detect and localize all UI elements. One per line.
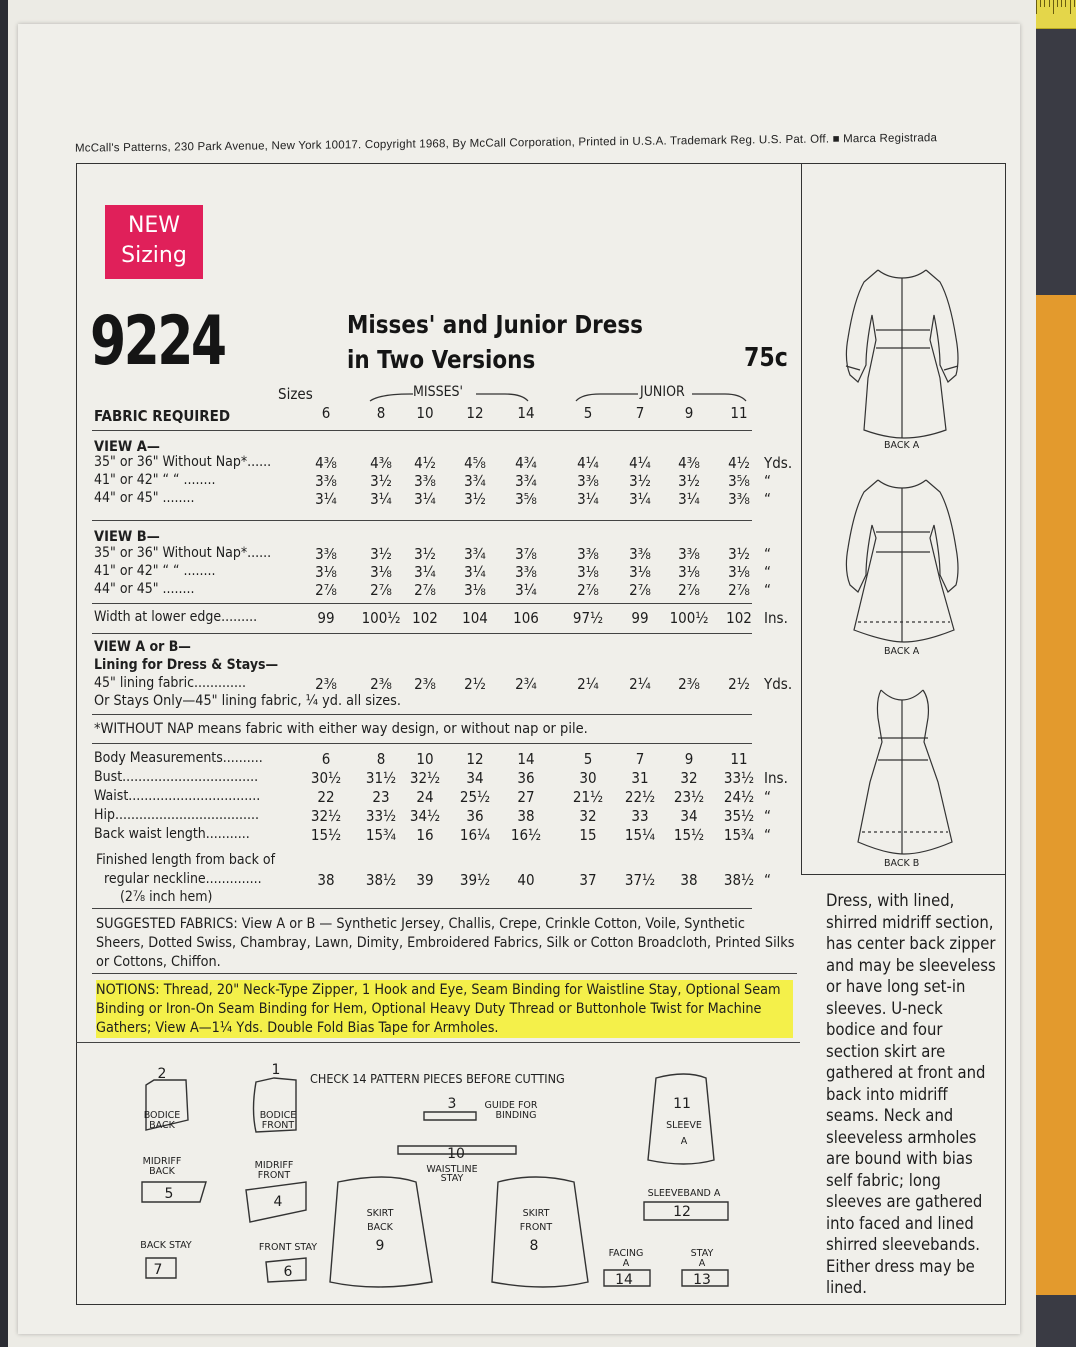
divider-line (92, 973, 797, 974)
row-unit: “ (764, 472, 771, 490)
table-cell: 3½ (370, 472, 392, 490)
row-label: Width at lower edge......... (94, 609, 258, 625)
table-cell: 6 (321, 404, 331, 422)
table-cell: 34 (680, 807, 698, 825)
table-cell: 37½ (624, 871, 656, 889)
table-cell: 25½ (459, 788, 491, 806)
table-cell: 3¼ (515, 581, 537, 599)
piece-label: GUIDE FOR (484, 1100, 538, 1111)
table-cell: 10 (416, 750, 434, 768)
table-cell: 2¾ (515, 675, 537, 693)
row-unit: Ins. (764, 609, 788, 627)
piece-label-2: FRONT (519, 1222, 553, 1233)
finished-length-row (94, 871, 794, 889)
body-measurements-heading-row (94, 750, 794, 768)
row-unit: Yds. (764, 675, 793, 693)
piece-number: 13 (693, 1272, 711, 1288)
tape-tick (1049, 0, 1050, 7)
lining-heading1: VIEW A or B— (94, 639, 191, 655)
table-cell: 34 (466, 769, 484, 787)
table-cell: 3⅝ (515, 490, 537, 508)
tape-tick (1053, 0, 1054, 14)
table-cell: 3¼ (577, 490, 599, 508)
row-unit: “ (764, 563, 771, 581)
table-cell: 3⅛ (577, 563, 599, 581)
table-cell: 40 (517, 871, 535, 889)
table-cell: 4⅝ (464, 454, 486, 472)
finished-length-line3: (2⅞ inch hem) (120, 889, 213, 905)
row-label: Back waist length........... (94, 826, 250, 842)
piece-label-2: BACK (149, 1166, 175, 1177)
piece-label-2: FRONT (257, 1170, 291, 1181)
row-unit: “ (764, 826, 771, 844)
table-cell: 23½ (673, 788, 705, 806)
table-cell: 35½ (723, 807, 755, 825)
table-cell: 7 (635, 404, 645, 422)
view-a-heading: VIEW A— (94, 439, 160, 455)
table-cell: 9 (684, 750, 694, 768)
table-cell: 3⅛ (315, 563, 337, 581)
divider-line (76, 1042, 800, 1043)
table-row (94, 563, 794, 581)
piece-label: BODICE (259, 1110, 297, 1121)
table-row (94, 472, 794, 490)
table-cell: 27 (517, 788, 535, 806)
table-cell: 12 (466, 404, 484, 422)
table-cell: 11 (730, 750, 748, 768)
piece-number: 12 (673, 1204, 691, 1220)
row-label: 35" or 36" Without Nap*...... (94, 454, 272, 470)
table-cell: 22½ (624, 788, 656, 806)
table-cell: 32½ (409, 769, 441, 787)
row-label: 35" or 36" Without Nap*...... (94, 545, 272, 561)
sketch-label-1: BACK A (884, 440, 920, 451)
table-cell: 3⅜ (728, 490, 750, 508)
table-cell: 3¼ (678, 490, 700, 508)
row-label: Hip.................................... (94, 807, 259, 823)
piece-label-2: A (680, 1136, 688, 1147)
piece-label: SLEEVE (666, 1120, 702, 1131)
table-cell: 38 (680, 871, 698, 889)
row-label: 41" or 42" “ “ ........ (94, 472, 216, 488)
notions-text: NOTIONS: Thread, 20" Neck-Type Zipper, 1 Hook and Eye, Seam Binding for Waistline Stay, Optional Seam Binding or Iron-On Seam Binding for Hem, Optional Heavy Duty Thread or Buttonhole Twist for Machine Gathers; View A—1¼ Yds. Double Fold Bias Tape for Armholes. (96, 982, 781, 1036)
table-cell: 4⅜ (678, 454, 700, 472)
row-label: 44" or 45" ........ (94, 490, 195, 506)
table-cell: 3¼ (315, 490, 337, 508)
table-cell: 15¼ (624, 826, 656, 844)
piece-label-2: BACK (149, 1120, 175, 1131)
row-label: 45" lining fabric............. (94, 675, 247, 691)
piece-label: WAISTLINE (426, 1164, 478, 1175)
table-cell: 8 (376, 750, 386, 768)
table-cell: 39 (416, 871, 434, 889)
misses-label: MISSES' (413, 384, 463, 400)
table-cell: 102 (726, 609, 752, 627)
piece-label: BODICE (143, 1110, 181, 1121)
table-cell: 3⅜ (515, 563, 537, 581)
sketch-back-b-sleeveless (858, 690, 952, 854)
table-cell: 3⅝ (728, 472, 750, 490)
tape-tick (1036, 0, 1037, 14)
table-row (94, 769, 794, 787)
table-cell: 7 (635, 750, 645, 768)
table-cell: 30½ (310, 769, 342, 787)
divider-line (92, 520, 752, 521)
badge-line1: NEW (127, 213, 181, 238)
table-cell: 11 (730, 404, 748, 422)
table-cell: 3¼ (370, 490, 392, 508)
row-label: 41" or 42" “ “ ........ (94, 563, 216, 579)
row-unit: “ (764, 545, 771, 563)
piece-sleeve (648, 1074, 714, 1164)
row-label: regular neckline.............. (104, 871, 262, 887)
table-cell: 3⅜ (678, 545, 700, 563)
piece-number: 5 (164, 1186, 174, 1202)
row-unit: “ (764, 871, 771, 889)
row-unit: Yds. (764, 454, 793, 472)
tape-tick (1057, 0, 1058, 7)
table-cell: 3¼ (629, 490, 651, 508)
table-cell: 3¾ (515, 472, 537, 490)
table-cell: 15 (579, 826, 597, 844)
table-cell: 2½ (464, 675, 486, 693)
table-cell: 2⅜ (414, 675, 436, 693)
title-line1: Misses' and Junior Dress (347, 310, 643, 339)
table-cell: 15½ (310, 826, 342, 844)
piece-label: STAY (690, 1248, 714, 1259)
table-cell: 37 (579, 871, 597, 889)
divider-line (92, 603, 752, 604)
table-cell: 38½ (723, 871, 755, 889)
table-cell: 99 (317, 609, 335, 627)
table-cell: 2⅞ (414, 581, 436, 599)
table-cell: 22 (317, 788, 335, 806)
table-cell: 30 (579, 769, 597, 787)
divider-line (92, 714, 752, 715)
row-unit: “ (764, 581, 771, 599)
row-label: Body Measurements.......... (94, 750, 263, 766)
piece-label-2: BACK (367, 1222, 393, 1233)
table-cell: 2⅞ (678, 581, 700, 599)
table-cell: 3⅜ (315, 472, 337, 490)
table-cell: 5 (583, 404, 593, 422)
table-cell: 2⅜ (678, 675, 700, 693)
table-cell: 3½ (678, 472, 700, 490)
divider-line (92, 633, 752, 634)
table-row (94, 581, 794, 599)
table-cell: 2⅞ (370, 581, 392, 599)
piece-number: 3 (447, 1096, 457, 1112)
table-cell: 3½ (370, 545, 392, 563)
view-b-heading: VIEW B— (94, 529, 160, 545)
pattern-number: 9224 (90, 302, 225, 381)
divider-line (92, 908, 752, 909)
piece-label: SKIRT (522, 1208, 550, 1219)
piece-label-2: FRONT (261, 1120, 295, 1131)
table-cell: 31 (631, 769, 649, 787)
table-cell: 33 (631, 807, 649, 825)
check-pieces-text: CHECK 14 PATTERN PIECES BEFORE CUTTING (310, 1071, 565, 1086)
row-label: Bust.................................. (94, 769, 259, 785)
piece-label: BACK STAY (140, 1240, 192, 1251)
piece-midriff-back (142, 1182, 206, 1202)
table-cell: 31½ (365, 769, 397, 787)
finished-length-line1: Finished length from back of (96, 852, 275, 868)
table-cell: 3⅛ (678, 563, 700, 581)
table-cell: 3½ (464, 490, 486, 508)
sketch-label-2: BACK A (884, 646, 920, 657)
table-cell: 3¾ (464, 545, 486, 563)
table-cell: 3⅛ (629, 563, 651, 581)
table-cell: 15½ (673, 826, 705, 844)
table-cell: 100½ (669, 609, 709, 627)
row-label: Waist................................. (94, 788, 261, 804)
piece-label-2: A (698, 1258, 706, 1269)
table-cell: 9 (684, 404, 694, 422)
tape-tick (1074, 0, 1075, 7)
table-cell: 4¾ (515, 454, 537, 472)
table-cell: 39½ (459, 871, 491, 889)
piece-label-2: A (622, 1258, 630, 1269)
piece-label: MIDRIFF (254, 1160, 294, 1171)
piece-number: 4 (273, 1194, 283, 1210)
copyright-line: McCall's Patterns, 230 Park Avenue, New York 10017. Copyright 1968, By McCall Corporation, Printed in U.S.A. Trademark Reg. U.S. Pat. Off. ■ Marca Registrada (75, 132, 938, 155)
table-row (94, 807, 794, 825)
pattern-pieces-diagram (96, 1060, 776, 1300)
table-cell: 3⅛ (370, 563, 392, 581)
table-cell: 3½ (728, 545, 750, 563)
price: 75c (744, 343, 788, 373)
table-cell: 3¼ (414, 563, 436, 581)
garment-description: Dress, with lined, shirred midriff section, has center back zipper and may be sleeveless or have long set-in sleeves. U-neck bodice and four section skirt are gathered at front and back into midriff seams. Neck and sleeveless armholes are bound with bias self fabric; long sleeves are gathered into faced and lined shirred sleevebands. Either dress may be lined. (826, 891, 996, 1297)
width-lower-edge-row (94, 609, 794, 627)
table-cell: 3⅜ (414, 472, 436, 490)
table-cell: 2½ (728, 675, 750, 693)
table-cell: 3¾ (464, 472, 486, 490)
table-cell: 2⅞ (728, 581, 750, 599)
piece-label: SKIRT (366, 1208, 394, 1219)
piece-number: 6 (283, 1264, 293, 1280)
piece-number: 14 (615, 1272, 633, 1288)
table-row (94, 490, 794, 508)
vertical-divider (801, 164, 802, 874)
sizes-label: Sizes (278, 385, 313, 403)
sketch-divider (801, 874, 1005, 875)
piece-number: 11 (673, 1096, 691, 1112)
table-cell: 5 (583, 750, 593, 768)
piece-number: 10 (447, 1146, 465, 1162)
piece-number: 8 (529, 1238, 539, 1254)
table-cell: 3⅜ (577, 472, 599, 490)
lining-row (94, 675, 794, 693)
table-row (94, 788, 794, 806)
table-cell: 2⅜ (315, 675, 337, 693)
piece-label: FACING (608, 1248, 644, 1259)
table-cell: 16 (416, 826, 434, 844)
table-cell: 4⅜ (315, 454, 337, 472)
row-unit: “ (764, 807, 771, 825)
table-cell: 32 (680, 769, 698, 787)
table-cell: 24½ (723, 788, 755, 806)
table-cell: 4¼ (577, 454, 599, 472)
table-cell: 3¼ (464, 563, 486, 581)
piece-number: 7 (153, 1262, 163, 1278)
table-cell: 32 (579, 807, 597, 825)
new-sizing-badge (105, 205, 203, 279)
piece-label-2: STAY (440, 1173, 464, 1184)
table-cell: 14 (517, 750, 535, 768)
table-row (94, 826, 794, 844)
dress-sketches (806, 170, 996, 870)
tape-tick (1061, 0, 1062, 7)
table-cell: 2¼ (577, 675, 599, 693)
table-cell: 99 (631, 609, 649, 627)
table-cell: 12 (466, 750, 484, 768)
table-cell: 24 (416, 788, 434, 806)
piece-label: MIDRIFF (142, 1156, 182, 1167)
table-cell: 38½ (365, 871, 397, 889)
table-cell: 4¼ (629, 454, 651, 472)
table-cell: 2¼ (629, 675, 651, 693)
table-cell: 2⅞ (315, 581, 337, 599)
badge-line2: Sizing (121, 243, 187, 268)
divider-line (92, 430, 752, 431)
row-unit: “ (764, 788, 771, 806)
sketch-back-a-lined (846, 480, 958, 642)
table-cell: 4½ (414, 454, 436, 472)
table-cell: 104 (462, 609, 488, 627)
lining-heading2: Lining for Dress & Stays— (94, 657, 279, 673)
table-cell: 2⅜ (370, 675, 392, 693)
without-nap-note: *WITHOUT NAP means fabric with either way design, or without nap or pile. (94, 721, 588, 737)
table-cell: 3¼ (414, 490, 436, 508)
table-cell: 6 (321, 750, 331, 768)
table-cell: 33½ (365, 807, 397, 825)
piece-label-2: BINDING (495, 1110, 537, 1121)
table-cell: 16¼ (459, 826, 491, 844)
table-cell: 14 (517, 404, 535, 422)
fabric-required-heading: FABRIC REQUIRED (94, 407, 231, 425)
table-cell: 36 (466, 807, 484, 825)
table-cell: 97½ (572, 609, 604, 627)
table-cell: 2⅞ (629, 581, 651, 599)
table-cell: 3⅛ (464, 581, 486, 599)
tape-tick (1040, 0, 1041, 7)
table-cell: 8 (376, 404, 386, 422)
table-cell: 36 (517, 769, 535, 787)
pattern-title (347, 307, 643, 377)
tape-tick (1044, 0, 1045, 7)
piece-number: 9 (375, 1238, 385, 1254)
table-cell: 32½ (310, 807, 342, 825)
piece-number: 2 (157, 1066, 167, 1082)
row-unit: “ (764, 490, 771, 508)
table-cell: 4⅜ (370, 454, 392, 472)
table-cell: 3⅜ (577, 545, 599, 563)
suggested-fabrics: SUGGESTED FABRICS: View A or B — Synthetic Jersey, Challis, Crepe, Crinkle Cotton, Voile, Synthetic Sheers, Dotted Swiss, Chambray, Lawn, Dimity, Embroidered Fabrics, Silk or Cotton Broadcloth, Printed Silks or Cottons, Chiffon. (96, 916, 795, 970)
orange-backing (1034, 295, 1076, 1295)
table-cell: 33½ (723, 769, 755, 787)
table-cell: 23 (372, 788, 390, 806)
row-label: 44" or 45" ........ (94, 581, 195, 597)
piece-binding-guide (424, 1112, 476, 1120)
junior-label: JUNIOR (640, 384, 685, 400)
table-cell: 2⅞ (577, 581, 599, 599)
size-row (94, 404, 794, 422)
piece-label: FRONT STAY (258, 1242, 318, 1253)
table-cell: 3½ (629, 472, 651, 490)
table-cell: 38 (517, 807, 535, 825)
table-cell: 3⅛ (728, 563, 750, 581)
table-cell: 16½ (510, 826, 542, 844)
table-cell: 34½ (409, 807, 441, 825)
table-cell: 4½ (728, 454, 750, 472)
table-cell: 15¾ (723, 826, 755, 844)
tape-tick (1070, 0, 1071, 14)
table-cell: 106 (513, 609, 539, 627)
table-cell: 100½ (361, 609, 401, 627)
table-cell: 3⅜ (315, 545, 337, 563)
table-cell: 21½ (572, 788, 604, 806)
row-unit: Ins. (764, 769, 788, 787)
table-row (94, 454, 794, 472)
stays-only-line: Or Stays Only—45" lining fabric, ¼ yd. all sizes. (94, 693, 401, 709)
table-cell: 102 (412, 609, 438, 627)
sketch-back-a-sleeved (846, 270, 958, 438)
table-cell: 10 (416, 404, 434, 422)
table-cell: 3⅜ (629, 545, 651, 563)
table-cell: 3⅞ (515, 545, 537, 563)
title-line2: in Two Versions (347, 345, 536, 374)
tape-tick (1065, 0, 1066, 7)
divider-line (92, 743, 752, 744)
table-row (94, 545, 794, 563)
piece-number: 1 (271, 1062, 281, 1078)
table-cell: 15¾ (365, 826, 397, 844)
table-cell: 3½ (414, 545, 436, 563)
piece-label: SLEEVEBAND A (647, 1188, 721, 1199)
table-cell: 38 (317, 871, 335, 889)
sketch-label-3: BACK B (884, 858, 920, 869)
